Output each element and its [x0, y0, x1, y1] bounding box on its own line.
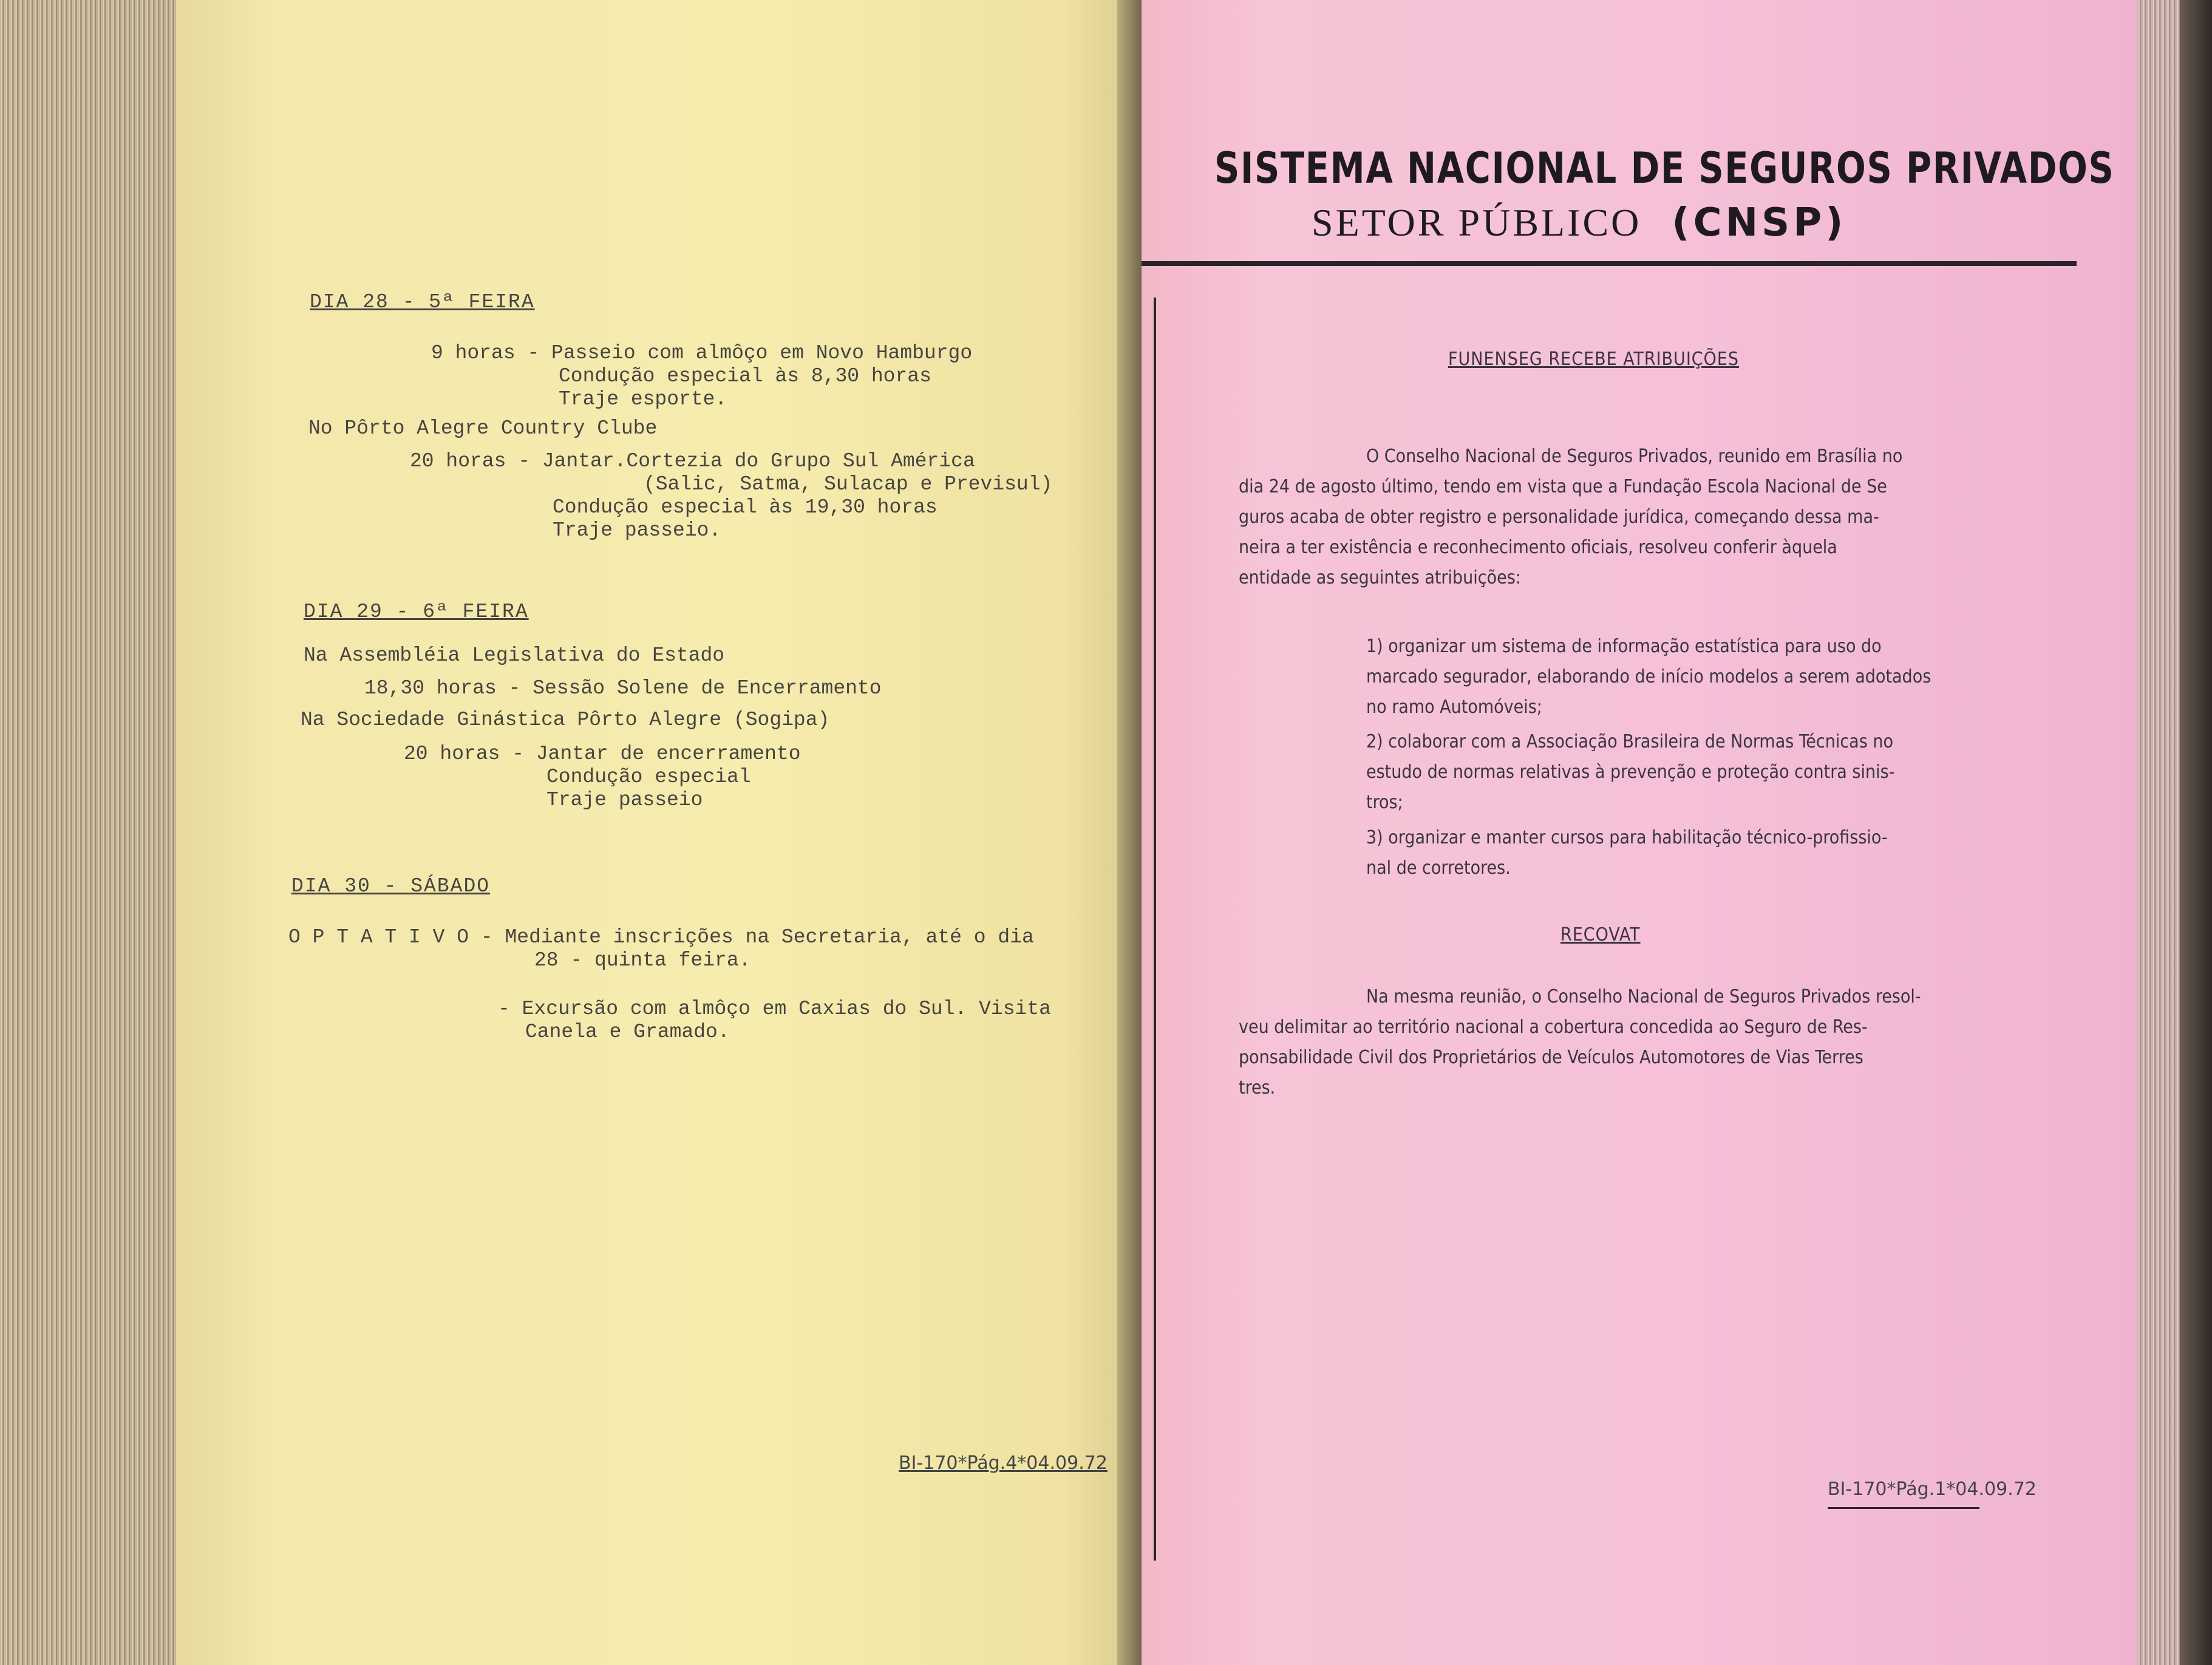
day-28-line: (Salic, Satma, Sulacap e Previsul) — [644, 473, 1053, 495]
paragraph-line: entidade as seguintes atribuições: — [1239, 567, 1521, 588]
list-item-line: estudo de normas relativas à prevenção e proteção contra sinis- — [1366, 761, 1895, 783]
day-29-line: Na Sociedade Ginástica Pôrto Alegre (Sogipa) — [301, 709, 830, 731]
list-item-line: 1) organizar um sistema de informação estatística para uso do — [1366, 636, 1882, 657]
day-30-line: Canela e Gramado. — [525, 1021, 730, 1043]
paragraph-line: tres. — [1239, 1077, 1276, 1098]
paragraph-line: O Conselho Nacional de Seguros Privados, reunido em Brasília no — [1366, 446, 1903, 467]
day-30-heading: DIA 30 - SÁBADO — [291, 875, 491, 897]
paragraph-line: ponsabilidade Civil dos Proprietários de Veículos Automotores de Vias Terres — [1239, 1047, 1863, 1068]
masthead-subtitle — [1312, 200, 1846, 245]
list-item-line: tros; — [1366, 792, 1403, 813]
day-28-line: 9 horas - Passeio com almôço em Novo Hamburgo — [431, 342, 973, 364]
day-29-line: 18,30 horas - Sessão Solene de Encerramento — [364, 677, 882, 700]
paragraph-line: guros acaba de obter registro e personalidade jurídica, começando dessa ma- — [1239, 506, 1879, 528]
section-heading-funenseg: FUNENSEG RECEBE ATRIBUIÇÕES — [1448, 349, 1740, 370]
day-28-line: Traje esporte. — [559, 388, 727, 410]
day-29-line: Na Assembléia Legislativa do Estado — [304, 644, 725, 667]
day-30-line: 28 - quinta feira. — [534, 949, 751, 972]
day-28-line: 20 horas - Jantar.Cortezia do Grupo Sul América — [410, 450, 975, 472]
day-28-heading: DIA 28 - 5ª FEIRA — [310, 291, 535, 313]
paragraph-line: veu delimitar ao território nacional a cobertura concedida ao Seguro de Res- — [1239, 1016, 1868, 1038]
day-28-line: Condução especial às 19,30 horas — [553, 496, 938, 519]
footer-rule — [1828, 1507, 1979, 1509]
day-29-heading: DIA 29 - 6ª FEIRA — [304, 601, 529, 623]
section-heading-recovat: RECOVAT — [1560, 924, 1641, 945]
paragraph-line: Na mesma reunião, o Conselho Nacional de Seguros Privados resol- — [1366, 986, 1921, 1007]
day-28-line: No Pôrto Alegre Country Clube — [308, 417, 658, 440]
masthead-title: SISTEMA NACIONAL DE SEGUROS PRIVADOS — [1214, 143, 2115, 193]
page-side-rule — [1154, 298, 1156, 1561]
day-28-line: Condução especial às 8,30 horas — [559, 365, 931, 387]
right-page — [1142, 0, 2137, 1665]
day-30-line: O P T A T I V O - Mediante inscrições na Secretaria, até o dia — [288, 926, 1034, 948]
list-item-line: no ramo Automóveis; — [1366, 696, 1542, 718]
day-30-line: - Excursão com almôço em Caxias do Sul. Visita — [498, 998, 1051, 1020]
day-29-line: 20 horas - Jantar de encerramento — [404, 743, 801, 765]
day-28-line: Traje passeio. — [553, 519, 721, 542]
list-item-line: nal de corretores. — [1366, 857, 1511, 879]
masthead-subtitle-text: SETOR PÚBLICO — [1312, 201, 1642, 244]
masthead-rule — [1142, 261, 2077, 266]
list-item-line: marcado segurador, elaborando de início modelos a serem adotados — [1366, 666, 1931, 687]
list-item-line: 2) colaborar com a Associação Brasileira de Normas Técnicas no — [1366, 731, 1893, 752]
book-cover-edge — [2180, 0, 2212, 1665]
left-page — [176, 0, 1142, 1665]
list-item-line: 3) organizar e manter cursos para habilitação técnico-profissio- — [1366, 827, 1888, 848]
masthead-subtitle-code: (CNSP) — [1672, 200, 1847, 245]
page-gutter — [1117, 0, 1142, 1665]
paragraph-line: neira a ter existência e reconhecimento oficiais, resolveu conferir àquela — [1239, 537, 1837, 558]
right-page-footer: BI-170*Pág.1*04.09.72 — [1828, 1479, 2037, 1500]
paragraph-line: dia 24 de agosto último, tendo em vista que a Fundação Escola Nacional de Se — [1239, 476, 1887, 497]
left-page-footer: BI-170*Pág.4*04.09.72 — [899, 1452, 1108, 1474]
book-left-edge — [0, 0, 182, 1665]
day-29-line: Traje passeio — [546, 789, 703, 811]
day-29-line: Condução especial — [546, 766, 751, 788]
